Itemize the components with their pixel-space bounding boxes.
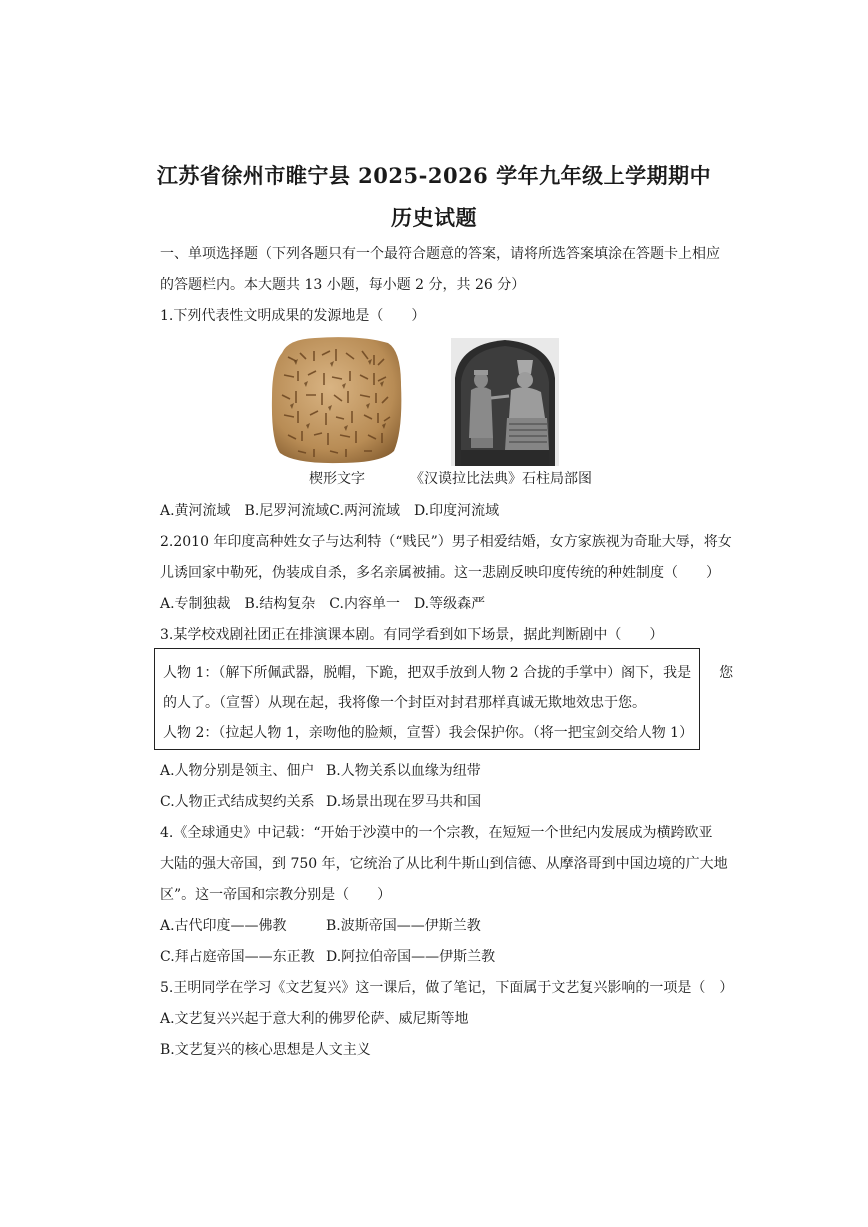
question-4-option-c: C.拜占庭帝国——东正教 (160, 949, 315, 965)
section-instruction-2: 的答题栏内。本大题共 13 小题，每小题 2 分，共 26 分） (160, 277, 526, 293)
question-4-option-d: D.阿拉伯帝国——伊斯兰教 (326, 949, 496, 965)
page-title-line1: 江苏省徐州市睢宁县 2025-2026 学年九年级上学期期中 (156, 163, 712, 188)
question-3-option-d: D.场景出现在罗马共和国 (326, 794, 482, 810)
question-5-option-b: B.文艺复兴的核心思想是人文主义 (160, 1042, 371, 1058)
question-2-line1: 2.2010 年印度高种姓女子与达利特（“贱民”）男子相爱结婚，女方家族视为奇耻大辱，将女 (160, 534, 732, 550)
question-4-option-a: A.古代印度——佛教 (160, 918, 287, 934)
question-1-stem: 1.下列代表性文明成果的发源地是（ ） (160, 308, 426, 324)
cuneiform-tablet-image (270, 335, 403, 465)
question-3-option-b: B.人物关系以血缘为纽带 (326, 763, 481, 779)
section-instruction-1: 一、单项选择题（下列各题只有一个最符合题意的答案，请将所选答案填涂在答题卡上相应 (160, 246, 720, 262)
question-4-line3: 区”。这一帝国和宗教分别是（ ） (160, 887, 392, 903)
quote-line-2: 的人了。（宣誓）从现在起，我将像一个封臣对封君那样真诚无欺地效忠于您。 (163, 695, 646, 711)
quote-line-1: 人物 1：（解下所佩武器，脱帽，下跪，把双手放到人物 2 合拢的手掌中）阁下，我是 您 (163, 665, 734, 681)
question-4-line2: 大陆的强大帝国，到 750 年，它统治了从比利牛斯山到信德、从摩洛哥到中国边境的广大地 (160, 856, 728, 872)
hammurabi-stele-image (451, 338, 559, 466)
question-1-options: A.黄河流域 B.尼罗河流域C.两河流域 D.印度河流域 (160, 503, 500, 519)
quote-line-3: 人物 2：（拉起人物 1，亲吻他的脸颊，宣誓）我会保护你。（将一把宝剑交给人物 1） (163, 725, 694, 741)
question-3-option-a: A.人物分别是领主、佃户 (160, 763, 315, 779)
question-3-stem: 3.某学校戏剧社团正在排演课本剧。有同学看到如下场景，据此判断剧中（ ） (160, 627, 664, 643)
question-4-option-b: B.波斯帝国——伊斯兰教 (326, 918, 481, 934)
question-5-stem: 5.王明同学在学习《文艺复兴》这一课后，做了笔记，下面属于文艺复兴影响的一项是（ ） (160, 980, 734, 996)
caption-cuneiform: 楔形文字 (309, 471, 365, 487)
page-title-line2: 历史试题 (391, 205, 477, 230)
question-5-option-a: A.文艺复兴兴起于意大利的佛罗伦萨、威尼斯等地 (160, 1011, 469, 1027)
question-3-option-c: C.人物正式结成契约关系 (160, 794, 315, 810)
question-3-quote-box (154, 648, 734, 750)
question-2-line2: 儿诱回家中勒死，伪装成自杀，多名亲属被捕。这一悲剧反映印度传统的种姓制度（ ） (160, 565, 720, 581)
question-2-options: A.专制独裁 B.结构复杂 C.内容单一 D.等级森严 (160, 596, 486, 612)
caption-hammurabi-stele: 《汉谟拉比法典》石柱局部图 (410, 471, 592, 487)
question-4-line1: 4.《全球通史》中记载：“开始于沙漠中的一个宗教，在短短一个世纪内发展成为横跨欧亚 (160, 825, 713, 841)
